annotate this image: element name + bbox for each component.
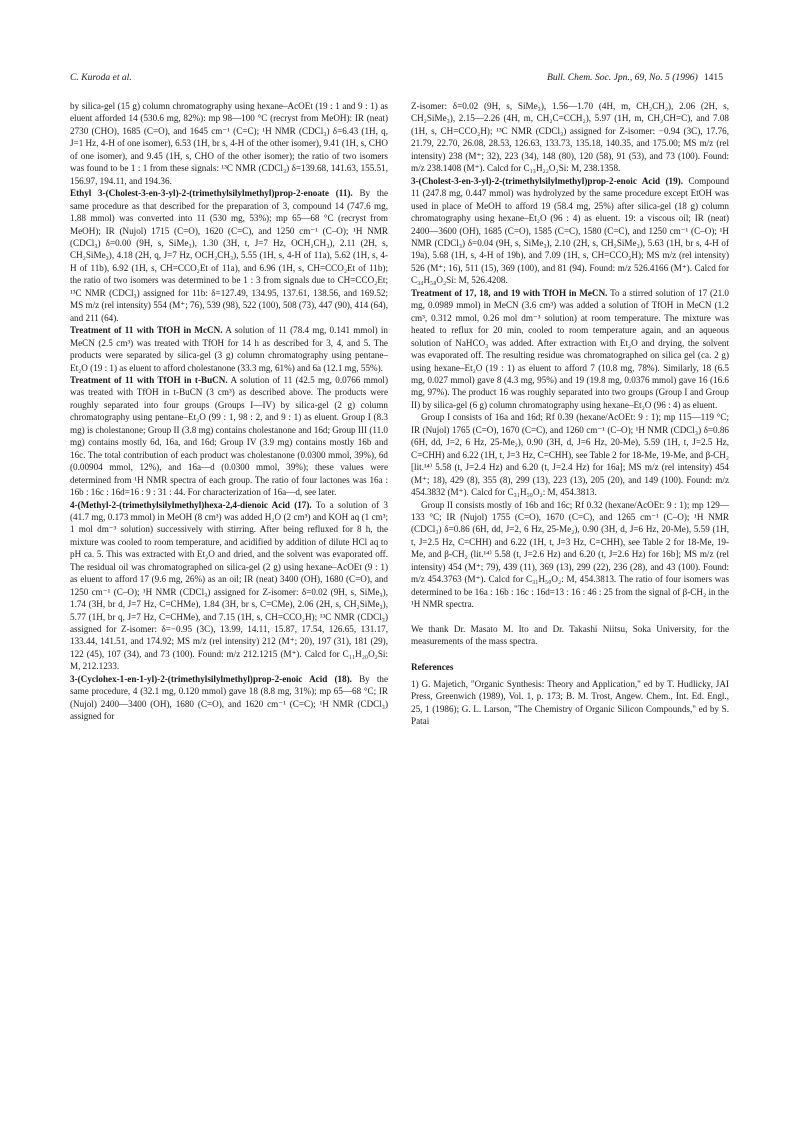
header-authors: C. Kuroda et al.	[70, 72, 132, 83]
paragraph-body: By the same procedure, 4 (32.1 mg, 0.120 mmol) gave 18 (8.8 mg, 31%); mp 65—68 °C; IR (Nujol) 2400—3400 (OH), 1680 (C=O), and 1620 cm⁻¹ (C=C); ¹H NMR (CDCl₃) assigned for	[70, 673, 388, 722]
references-heading: References	[411, 662, 454, 673]
paragraph-body: By the same procedure as that described for the preparation of 3, compound 14 (747.6 mg, 1.88 mmol) was converted into 11 (530 mg, 53%); mp 65—68 °C (recryst from MeOH); IR (Nujol) 1715 (C=O), 1620 (C=C), and 1250 cm⁻¹ (C–O); ¹H NMR (CDCl₃) δ=0.00 (9H, s, SiMe₃), 1.30 (3H, t, J=7 Hz, OCH₂CH₃), 2.11 (2H, s, CH₂SiMe₃), 4.18 (2H, q, J=7 Hz, OCH₂CH₃), 5.55 (1H, s, 4-H of 11a), 5.62 (1H, s, 4-H of 11b), 6.92 (1H, s, CH=CCO₂Et of 11a), and 6.96 (1H, s, CH=CCO₂Et of 11b); the ratio of two isomers was determined to be 1 : 3 from signals due to CH=CCO₂Et; ¹³C NMR (CDCl₃) assigned for 11b: δ=127.49, 134.95, 137.61, 138.56, and 169.52; MS m/z (rel intensity) 554 (M⁺; 76), 539 (98), 522 (100), 508 (73), 447 (90), 414 (64), and 211 (64).	[70, 188, 388, 323]
section-heading: 3-(Cholest-3-en-3-yl)-2-(trimethylsilylmethyl)prop-2-enoic Acid (19).	[411, 175, 683, 186]
paragraph: by silica-gel (15 g) column chromatography using hexane–AcOEt (19 : 1 and 9 : 1) as eluent afforded 14 (530.6 mg, 82%): mp 98—100 °C (recryst from MeOH): IR (neat) 2730 (CHO), 1685 (C=O), and 1645 cm⁻¹ (C=C); ¹H NMR (CDCl₃) δ=6.43 (1H, q, J=1 Hz, 4-H of one isomer), 6.53 (1H, br s, 4-H of the other isomer), 9.41 (1H, s, CHO of one isomer), and 9.45 (1H, s, CHO of the other isomer); the ratio of two isomers was found to be 1 : 1 from these signals: ¹³C NMR (CDCl₃) δ=139.68, 141.63, 155.51, 156.97, 194.11, and 194.36.	[70, 101, 388, 186]
running-header	[70, 72, 723, 86]
paragraph: Group I consists of 16a and 16d; Rf 0.39 (hexane/AcOEt: 9 : 1); mp 115—119 °C; IR (Nujol) 1765 (C=O), 1670 (C=C), and 1260 cm⁻¹ (C–O); ¹H NMR (CDCl₃) δ=0.86 (6H, dd, J=2, 6 Hz, 25-Me₂), 0.90 (3H, d, J=6 Hz, 20-Me), 5.59 (1H, t, J=2.5 Hz, C=CHH) and 6.22 (1H, t, J=3 Hz, C=CHH), see Table 2 for 18-Me, 19-Me, and β-CH₂ [lit.¹⁴⁾ 5.58 (t, J=2.4 Hz) and 6.20 (t, J=2.4 Hz) for 16a]; MS m/z (rel intensity) 454 (M⁺; 18), 429 (8), 355 (8), 299 (13), 223 (13), 205 (20), and 149 (100). Found: m/z 454.3832 (M⁺). Calcd for C₃₁H₅₀O₂: M, 454.3813.	[411, 412, 729, 498]
paragraph-body: A solution of 11 (42.5 mg, 0.0766 mmol) was treated with TfOH in t-BuCN (3 cm³) as described above. The products were roughly separated into four groups (Groups I—IV) by silica-gel (2 g) column chromatography using pentane–Et₂O (99 : 1, 98 : 2, and 9 : 1) as eluent. Group I (8.3 mg) is cholestanone; Group II (3.8 mg) contains cholestanone and 16d; Group III (11.0 mg) contains mostly 6d, 16a, and 16d; Group IV (3.9 mg) contains mostly 16b and 16c. The total contribution of each product was cholestanone (0.0300 mmol, 39%), 6d (0.00904 mmol, 12%), and 16a—d (0.0300 mmol, 39%); these values were determined from ¹H NMR spectra of each group. The ratio of four lactones was 16a : 16b : 16c : 16d=16 : 9 : 31 : 44. For characterization of 16a—d, see later.	[70, 374, 389, 498]
header-journal-ref	[547, 72, 723, 83]
header-journal: Bull. Chem. Soc. Jpn., 69, No. 5 (1996)	[546, 72, 698, 83]
section-heading: 4-(Methyl-2-(trimethylsilylmethyl)hexa-2,4-dienoic Acid (17).	[70, 499, 312, 510]
paragraph-body: To a stirred solution of 17 (21.0 mg, 0.0989 mmol) in MeCN (3.6 cm³) was added a solution of TfOH in MeCN (1.2 cm³, 0.312 mmol, 0.26 mol dm⁻³ solution) at room temperature. The mixture was heated to reflux for 20 min, cooled to room temperature again, and an aqueous solution of NaHCO₃ was added. After extraction with Et₂O and drying, the solvent was evaporated off. The resulting residue was chromatographed on silica gel (ca. 2 g) using hexane–Et₂O (19 : 1) as eluent to afford 7 (10.8 mg, 78%). Similarly, 18 (6.5 mg, 0.027 mmol) gave 8 (4.3 mg, 95%) and 19 (19.8 mg, 0.0376 mmol) gave 16 (16.6 mg, 97%). The product 16 was roughly separated into two groups (Group I and Group II) by silica-gel (6 g) column chromatography using hexane–Et₂O (96 : 4) as eluent.	[411, 287, 729, 410]
page-number: 1415	[703, 72, 723, 83]
acknowledgement: We thank Dr. Masato M. Ito and Dr. Takashi Niitsu, Soka University, for the measurements of the mass spectra.	[411, 623, 729, 647]
section-heading: 3-(Cyclohex-1-en-1-yl)-2-(trimethylsilylmethyl)prop-2-enoic Acid (18).	[70, 673, 352, 684]
section-heading: Treatment of 11 with TfOH in t-BuCN.	[70, 374, 228, 385]
right-column	[411, 100, 729, 728]
paragraph: Z-isomer: δ=0.02 (9H, s, SiMe₃), 1.56—1.70 (4H, m, CH₂CH₂), 2.06 (2H, s, CH₂SiMe₃), 2.15—2.26 (4H, m, CH₂C=CCH₂), 5.97 (1H, m, CH₂CH=C), and 7.08 (1H, s, CH=CCO₂H); ¹³C NMR (CDCl₃) assigned for Z-isomer: −0.94 (3C), 17.76, 21.79, 22.70, 26.08, 28.53, 126.63, 133.73, 135.18, 140.35, and 175.00; MS m/z (rel intensity) 238 (M⁺; 32), 223 (34), 148 (80), 120 (58), 91 (53), and 73 (100). Found: m/z 238.1408 (M⁺). Calcd for C₁₃H₂₂O₂Si: M, 238.1358.	[411, 101, 729, 174]
paragraph: Group II consists mostly of 16b and 16c; Rf 0.32 (hexane/AcOEt: 9 : 1); mp 129—133 °C; IR (Nujol) 1755 (C=O), 1670 (C=C), and 1265 cm⁻¹ (C–O); ¹H NMR (CDCl₃) δ=0.86 (6H, dd, J=2, 6 Hz, 25-Me₂), 0.90 (3H, d, J=6 Hz, 20-Me), 5.59 (1H, t, J=2.5 Hz, C=CHH) and 6.22 (1H, t, J=3 Hz, C=CHH), see Table 2 for 18-Me, 19-Me, and β-CH₂ (lit.¹⁴⁾ 5.58 (t, J=2.6 Hz) and 6.20 (t, J=2.6 Hz) for 16b]; MS m/z (rel intensity) 454 (M⁺; 79), 439 (11), 369 (13), 299 (22), 236 (28), and 43 (100). Found: m/z 454.3763 (M⁺). Calcd for C₃₁H₅₀O₂: M, 454.3813. The ratio of four isomers was determined to be 16a : 16b : 16c : 16d=13 : 16 : 46 : 25 from the signal of β-CH₂ in the ¹H NMR spectra.	[411, 499, 729, 610]
reference-item: 1) G. Majetich, "Organic Synthesis: Theory and Application," ed by T. Hudlicky, JAI Press, Greenwich (1989), Vol. 1, p. 173; B. M. Trost, Angew. Chem., Int. Ed. Engl., 25, 1 (1986); G. L. Larson, "The Chemistry of Organic Silicon Compounds," ed by S. Patai	[411, 678, 729, 727]
section-heading: Treatment of 17, 18, and 19 with TfOH in MeCN.	[411, 287, 608, 298]
paragraph-body: To a solution of 3 (41.7 mg, 0.173 mmol) in MeOH (8 cm³) was added H₂O (2 cm³) and KOH aq (1 cm³; 1 mol dm⁻³ solution) successively with stirring. After being refluxed for 8 h, the mixture was cooled to room temperature, and acidified by addition of dilute HCl aq to pH ca. 5. This was extracted with Et₂O and dried, and the solvent was evaporated off. The residual oil was chromatographed on silica-gel (2 g) using hexane–AcOEt (9 : 1) as eluent to afford 17 (9.6 mg, 26%) as an oil; IR (neat) 3400 (OH), 1680 (C=O), and 1250 cm⁻¹ (C–O); ¹H NMR (CDCl₃) assigned for Z-isomer: δ=0.02 (9H, s, SiMe₃), 1.74 (3H, br d, J=7 Hz, C=CHMe), 1.84 (3H, br s, C=CMe), 2.06 (2H, s, CH₂SiMe₃), 5.77 (1H, br q, J=7 Hz, C=CHMe), and 7.15 (1H, s, CH=CCO₂H); ¹³C NMR (CDCl₃) assigned for Z-isomer: δ=−0.95 (3C), 13.99, 14.11, 15.87, 17.54, 126.65, 131.17, 133.44, 141.51, and 174.92; MS m/z (rel intensity) 212 (M⁺; 20), 197 (31), 181 (29), 122 (45), 107 (34), and 73 (100). Found: m/z 212.1215 (M⁺). Calcd for C₁₁H₂₀O₂Si: M, 212.1233.	[70, 499, 388, 672]
paragraph-body: A solution of 11 (78.4 mg, 0.141 mmol) in MeCN (2.5 cm³) was treated with TfOH for 14 h as described for 3, 4, and 5. The products were separated by silica-gel (3 g) column chromatography using pentane–Et₂O (19 : 1) as eluent to afford cholestanone (33.3 mg, 61%) and 6a (12.1 mg, 55%).	[70, 325, 388, 373]
paragraph-body: Compound 11 (247.8 mg, 0.447 mmol) was hydrolyzed by the same procedure except EtOH was used in place of MeOH to afford 19 (58.4 mg, 25%) after silica-gel (18 g) column chromatography using hexane–Et₂O (96 : 4) as eluent. 19: a viscous oil; IR (neat) 2400—3600 (OH), 1685 (C=O), 1585 (C=C), 1580 (C=C), and 1250 cm⁻¹ (C–O); ¹H NMR (CDCl₃) δ=0.04 (9H, s, SiMe₃), 2.10 (2H, s, CH₂SiMe₃), 5.63 (1H, br s, 4-H of 19a), 5.68 (1H, s, 4-H of 19b), and 7.09 (1H, s, CH=CCO₂H); MS m/z (rel intensity) 526 (M⁺; 16), 511 (15), 369 (100), and 81 (94). Found: m/z 526.4166 (M⁺). Calcd for C₃₄H₅₈O₂Si: M, 526.4208.	[411, 175, 730, 286]
left-column	[70, 100, 388, 723]
section-heading: Ethyl 3-(Cholest-3-en-3-yl)-2-(trimethylsilylmethyl)prop-2-enoate (11).	[70, 188, 353, 199]
section-heading: Treatment of 11 with TfOH in McCN.	[70, 325, 223, 336]
